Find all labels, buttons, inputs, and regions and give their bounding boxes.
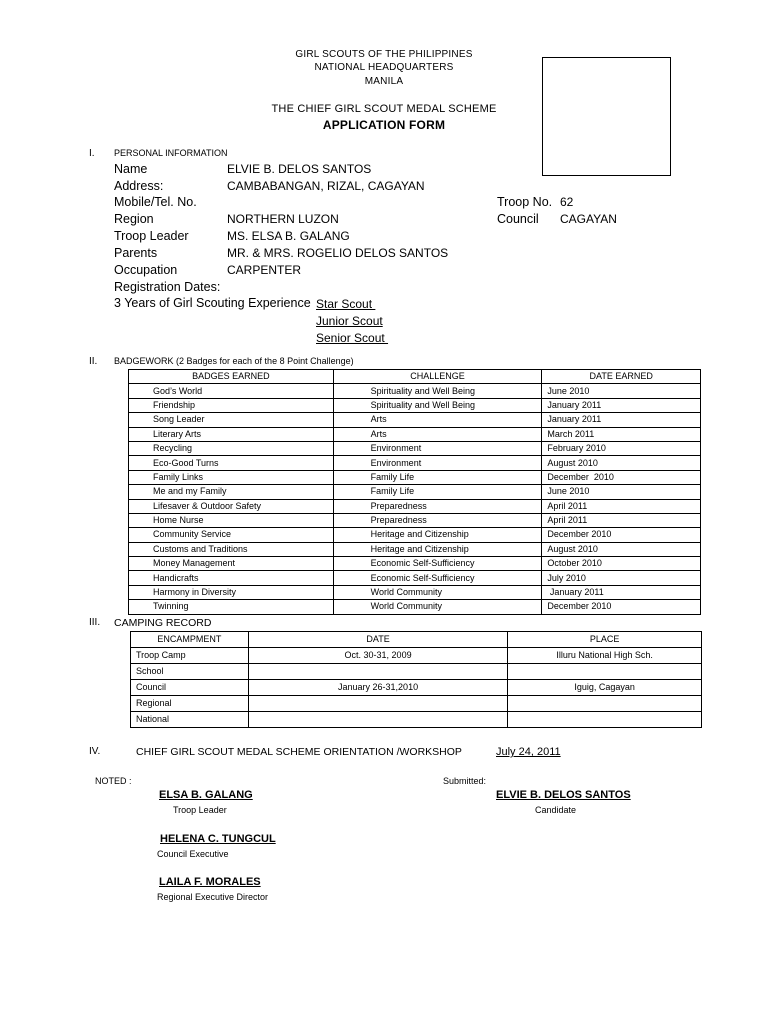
challenge-cell: Arts: [333, 413, 542, 427]
column-header-date: DATE: [248, 632, 507, 648]
troop-leader-role: Troop Leader: [173, 805, 227, 815]
form-title: THE CHIEF GIRL SCOUT MEDAL SCHEME: [271, 103, 497, 115]
section-heading-camping: CAMPING RECORD: [114, 617, 212, 629]
date-cell: March 2011: [542, 427, 701, 441]
badge-cell: Harmony in Diversity: [129, 585, 334, 599]
org-unit: NATIONAL HEADQUARTERS: [314, 62, 454, 73]
challenge-cell: Heritage and Citizenship: [333, 528, 542, 542]
table-header-row: [131, 632, 702, 648]
challenge-cell: World Community: [333, 585, 542, 599]
table-row: [129, 413, 701, 427]
challenge-cell: Environment: [333, 441, 542, 455]
challenge-cell: Economic Self-Sufficiency: [333, 571, 542, 585]
table-row: [129, 470, 701, 484]
column-header-encampment: ENCAMPMENT: [131, 632, 249, 648]
level-star-scout: Star Scout: [316, 297, 376, 311]
table-row: [131, 648, 702, 664]
table-row: [129, 513, 701, 527]
photo-box: [542, 57, 671, 176]
address-label: Address:: [114, 179, 164, 193]
encampment-cell: National: [131, 712, 249, 728]
parents-label: Parents: [114, 246, 158, 260]
badge-cell: God’s World: [129, 384, 334, 398]
badge-cell: Twinning: [129, 600, 334, 614]
column-header-badges: BADGES EARNED: [129, 370, 334, 384]
candidate-name: ELVIE B. DELOS SANTOS: [496, 789, 631, 801]
badge-cell: Eco-Good Turns: [129, 456, 334, 470]
council-executive-role: Council Executive: [157, 849, 229, 859]
table-row: [131, 696, 702, 712]
date-cell: January 2011: [542, 585, 701, 599]
place-cell: [508, 712, 702, 728]
badge-cell: Home Nurse: [129, 513, 334, 527]
encampment-cell: Regional: [131, 696, 249, 712]
candidate-role: Candidate: [535, 805, 577, 815]
date-cell: February 2010: [542, 441, 701, 455]
noted-label: NOTED :: [95, 776, 132, 786]
section-heading-badgework: BADGEWORK (2 Badges for each of the 8 Point Challenge): [114, 356, 354, 366]
table-row: [129, 571, 701, 585]
regional-director-name: LAILA F. MORALES: [159, 876, 261, 888]
challenge-cell: Preparedness: [333, 513, 542, 527]
column-header-place: PLACE: [508, 632, 702, 648]
badge-cell: Money Management: [129, 557, 334, 571]
badge-cell: Handicrafts: [129, 571, 334, 585]
section-number: II.: [89, 356, 98, 367]
table-row: [131, 680, 702, 696]
parents-value: MR. & MRS. ROGELIO DELOS SANTOS: [227, 246, 449, 260]
challenge-cell: Family Life: [333, 470, 542, 484]
date-cell: [248, 712, 507, 728]
org-city: MANILA: [364, 76, 404, 87]
region-value: NORTHERN LUZON: [227, 212, 339, 226]
address-value: CAMBABANGAN, RIZAL, CAGAYAN: [227, 179, 425, 193]
date-cell: [248, 664, 507, 680]
date-cell: [248, 696, 507, 712]
encampment-cell: Troop Camp: [131, 648, 249, 664]
badge-cell: Song Leader: [129, 413, 334, 427]
troop-no-value: 62: [560, 195, 574, 209]
date-cell: December 2010: [542, 600, 701, 614]
table-row: [129, 557, 701, 571]
occupation-label: Occupation: [114, 263, 178, 277]
section-number: IV.: [89, 746, 101, 757]
date-cell: Oct. 30-31, 2009: [248, 648, 507, 664]
org-name: GIRL SCOUTS OF THE PHILIPPINES: [295, 49, 473, 60]
orientation-date: July 24, 2011: [496, 746, 561, 758]
date-cell: August 2010: [542, 456, 701, 470]
encampment-cell: School: [131, 664, 249, 680]
name-value: ELVIE B. DELOS SANTOS: [227, 162, 372, 176]
date-cell: April 2011: [542, 499, 701, 513]
badge-cell: Recycling: [129, 441, 334, 455]
date-cell: January 2011: [542, 398, 701, 412]
table-row: [129, 528, 701, 542]
place-cell: [508, 696, 702, 712]
experience-label: 3 Years of Girl Scouting Experience: [114, 296, 311, 310]
badgework-table: [128, 369, 701, 615]
level-junior-scout: Junior Scout: [316, 314, 383, 328]
challenge-cell: Spirituality and Well Being: [333, 384, 542, 398]
badge-cell: Family Links: [129, 470, 334, 484]
camping-table: [130, 631, 702, 728]
table-row: [129, 427, 701, 441]
challenge-cell: Family Life: [333, 485, 542, 499]
council-value: CAGAYAN: [560, 212, 617, 226]
column-header-date-earned: DATE EARNED: [542, 370, 701, 384]
badge-cell: Community Service: [129, 528, 334, 542]
place-cell: Illuru National High Sch.: [508, 648, 702, 664]
column-header-challenge: CHALLENGE: [333, 370, 542, 384]
troop-leader-label: Troop Leader: [114, 229, 189, 243]
mobile-label: Mobile/Tel. No.: [114, 195, 197, 209]
table-row: [129, 384, 701, 398]
troop-leader-name: ELSA B. GALANG: [159, 789, 253, 801]
table-row: [129, 456, 701, 470]
place-cell: [508, 664, 702, 680]
table-row: [129, 542, 701, 556]
table-row: [131, 664, 702, 680]
date-cell: January 26-31,2010: [248, 680, 507, 696]
council-label: Council: [497, 212, 539, 226]
date-cell: October 2010: [542, 557, 701, 571]
registration-label: Registration Dates:: [114, 280, 221, 294]
badge-cell: Me and my Family: [129, 485, 334, 499]
date-cell: August 2010: [542, 542, 701, 556]
badge-cell: Customs and Traditions: [129, 542, 334, 556]
section-number: I.: [89, 148, 95, 159]
level-senior-scout: Senior Scout: [316, 331, 389, 345]
challenge-cell: Preparedness: [333, 499, 542, 513]
badge-cell: Friendship: [129, 398, 334, 412]
challenge-cell: Environment: [333, 456, 542, 470]
date-cell: December 2010: [542, 470, 701, 484]
date-cell: June 2010: [542, 485, 701, 499]
challenge-cell: Arts: [333, 427, 542, 441]
challenge-cell: Spirituality and Well Being: [333, 398, 542, 412]
date-cell: December 2010: [542, 528, 701, 542]
section-number: III.: [89, 617, 101, 628]
form-subtitle: APPLICATION FORM: [322, 118, 446, 132]
challenge-cell: World Community: [333, 600, 542, 614]
troop-leader-value: MS. ELSA B. GALANG: [227, 229, 350, 243]
badge-cell: Lifesaver & Outdoor Safety: [129, 499, 334, 513]
date-cell: June 2010: [542, 384, 701, 398]
troop-no-label: Troop No.: [497, 195, 553, 209]
date-cell: January 2011: [542, 413, 701, 427]
occupation-value: CARPENTER: [227, 263, 302, 277]
table-row: [129, 441, 701, 455]
name-label: Name: [114, 162, 148, 176]
table-row: [131, 712, 702, 728]
date-cell: April 2011: [542, 513, 701, 527]
table-row: [129, 398, 701, 412]
council-executive-name: HELENA C. TUNGCUL: [160, 833, 276, 845]
submitted-label: Submitted:: [443, 776, 487, 786]
region-label: Region: [114, 212, 154, 226]
table-header-row: [129, 370, 701, 384]
table-row: [129, 485, 701, 499]
encampment-cell: Council: [131, 680, 249, 696]
table-row: [129, 585, 701, 599]
table-row: [129, 600, 701, 614]
challenge-cell: Heritage and Citizenship: [333, 542, 542, 556]
section-heading-personal: PERSONAL INFORMATION: [114, 148, 228, 158]
date-cell: July 2010: [542, 571, 701, 585]
table-row: [129, 499, 701, 513]
challenge-cell: Economic Self-Sufficiency: [333, 557, 542, 571]
regional-director-role: Regional Executive Director: [157, 892, 269, 902]
badge-cell: Literary Arts: [129, 427, 334, 441]
orientation-label: CHIEF GIRL SCOUT MEDAL SCHEME ORIENTATION /WORKSHOP: [136, 746, 462, 758]
place-cell: Iguig, Cagayan: [508, 680, 702, 696]
